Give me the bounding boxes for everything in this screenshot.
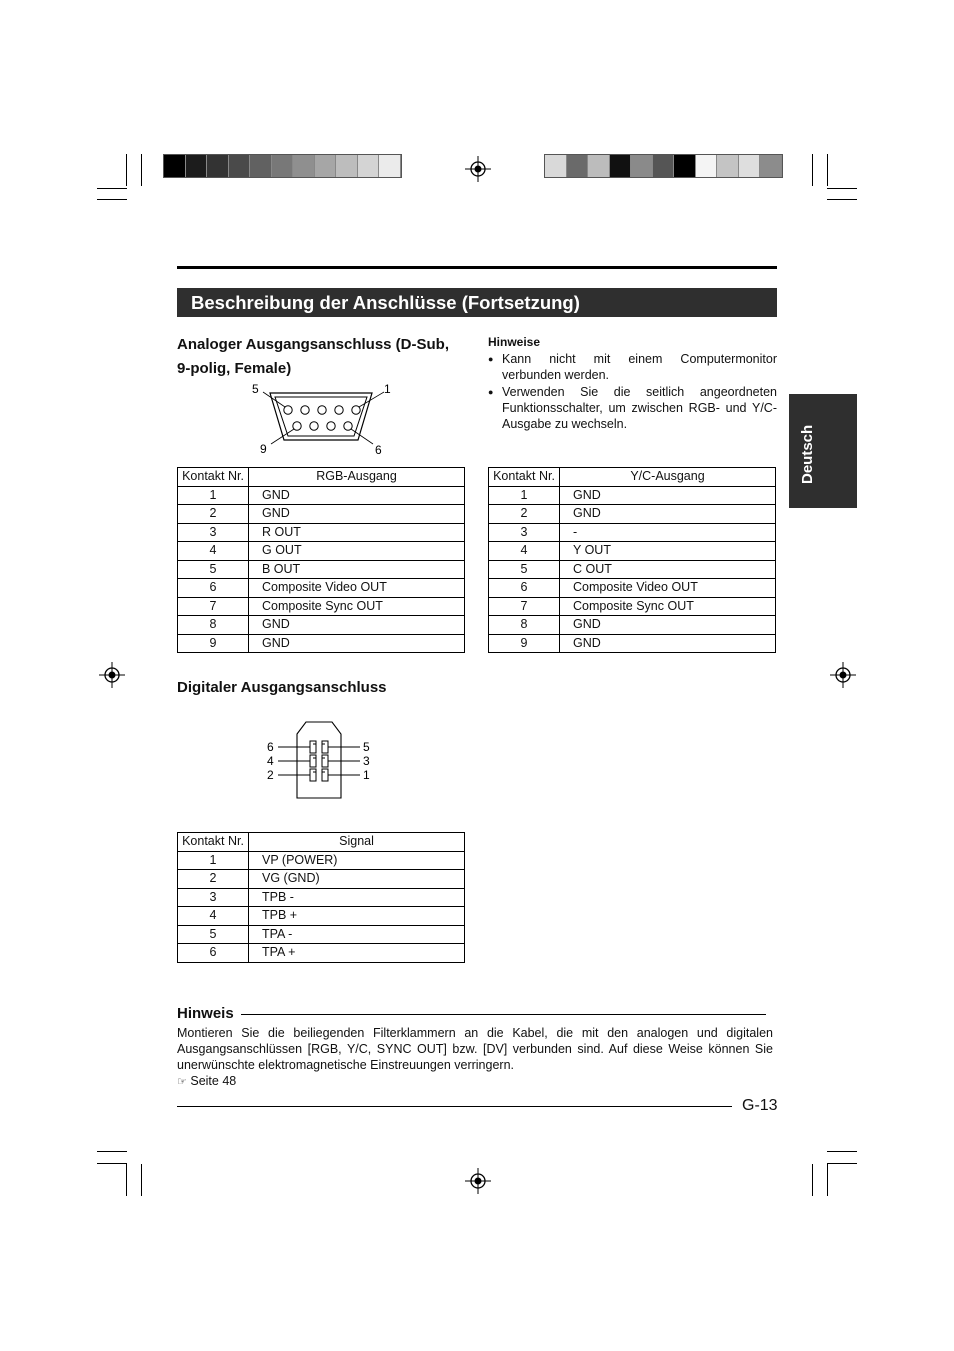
dv-connector-diagram — [262, 718, 382, 802]
analog-heading — [177, 333, 477, 381]
pin-number: 2 — [489, 505, 560, 524]
pin-number: 8 — [178, 616, 249, 635]
pin-signal: Composite Sync OUT — [249, 597, 465, 616]
note-item: ● Kann nicht mit einem Computermonitor verbunden werden. — [488, 351, 777, 383]
pin-signal: Composite Sync OUT — [560, 597, 776, 616]
dsub-connector-diagram — [245, 378, 395, 460]
pin-signal: Y OUT — [560, 542, 776, 561]
registration-mark-icon — [99, 662, 125, 688]
pin-number: 7 — [489, 597, 560, 616]
hinweis-rule — [241, 1014, 766, 1015]
pin-number: 2 — [178, 870, 249, 889]
table-row — [178, 523, 465, 542]
registration-mark-icon — [830, 662, 856, 688]
pin-signal: TPB + — [249, 907, 465, 926]
pin-signal: GND — [560, 634, 776, 653]
analog-heading-line1: Analoger Ausgangsanschluss (D-Sub, — [177, 336, 449, 353]
table-row — [178, 597, 465, 616]
table-row — [178, 851, 465, 870]
table-row — [489, 486, 776, 505]
pin-label-9: 9 — [260, 442, 267, 456]
pin-signal: GND — [560, 616, 776, 635]
notes-title: Hinweise — [488, 335, 541, 349]
pin-number: 8 — [489, 616, 560, 635]
pin-signal: - — [560, 523, 776, 542]
column-header: Signal — [249, 833, 465, 852]
pin-number: 6 — [178, 579, 249, 598]
table-header-row — [489, 468, 776, 487]
pin-number: 3 — [178, 888, 249, 907]
column-header: Kontakt Nr. — [178, 468, 249, 487]
pin-signal: Composite Video OUT — [249, 579, 465, 598]
digital-heading: Digitaler Ausgangsanschluss — [177, 679, 387, 696]
pin-number: 4 — [489, 542, 560, 561]
pin-label-3: 3 — [363, 754, 370, 768]
pin-number: 6 — [489, 579, 560, 598]
table-row — [489, 505, 776, 524]
pin-label-1: 1 — [363, 768, 370, 782]
hinweis-title: Hinweis — [177, 1005, 234, 1022]
pin-signal: GND — [560, 505, 776, 524]
pin-label-1: 1 — [384, 382, 391, 396]
pin-signal: GND — [249, 486, 465, 505]
pin-number: 5 — [178, 560, 249, 579]
pin-number: 6 — [178, 944, 249, 963]
pointing-hand-icon: ☞ — [177, 1076, 187, 1088]
pin-signal: TPA + — [249, 944, 465, 963]
table-row — [178, 634, 465, 653]
pin-label-5: 5 — [363, 740, 370, 754]
gray-scale-bar-right — [544, 154, 783, 178]
page-reference-text: Seite 48 — [190, 1074, 237, 1088]
pin-signal: GND — [249, 616, 465, 635]
table-row — [178, 616, 465, 635]
registration-mark-icon — [465, 156, 491, 182]
pin-signal: C OUT — [560, 560, 776, 579]
pin-signal: Composite Video OUT — [560, 579, 776, 598]
analog-heading-line2: 9-polig, Female) — [177, 360, 292, 377]
column-header: Kontakt Nr. — [178, 833, 249, 852]
pin-number: 2 — [178, 505, 249, 524]
notes-box — [488, 335, 777, 432]
pin-signal: VP (POWER) — [249, 851, 465, 870]
column-header: Kontakt Nr. — [489, 468, 560, 487]
pin-number: 5 — [489, 560, 560, 579]
pin-number: 5 — [178, 925, 249, 944]
pin-number: 7 — [178, 597, 249, 616]
table-row — [178, 505, 465, 524]
pin-signal: TPB - — [249, 888, 465, 907]
pin-number: 1 — [489, 486, 560, 505]
table-header-row — [178, 833, 465, 852]
pin-number: 9 — [178, 634, 249, 653]
table-row — [178, 486, 465, 505]
table-row — [489, 542, 776, 561]
dv-pin-table — [177, 832, 465, 963]
pin-number: 3 — [489, 523, 560, 542]
pin-signal: GND — [249, 505, 465, 524]
hinweis-text: Montieren Sie die beiliegenden Filterklammern an die Kabel, die mit den analogen und digitalen Ausgangsanschlüssen [RGB, Y/C, SYNC OUT] bzw. [DV] verbunden sind. Auf diese Weise können Sie unerwünschte elektromagnetische Einstreuungen verringern. — [177, 1026, 773, 1072]
pin-number: 9 — [489, 634, 560, 653]
column-header: Y/C-Ausgang — [560, 468, 776, 487]
registration-mark-icon — [465, 1168, 491, 1194]
page-reference — [177, 1073, 236, 1090]
header-rule — [177, 266, 777, 269]
gray-scale-bar-left — [163, 154, 402, 178]
column-header: RGB-Ausgang — [249, 468, 465, 487]
table-row — [489, 523, 776, 542]
table-row — [178, 579, 465, 598]
pin-signal: R OUT — [249, 523, 465, 542]
pin-signal: GND — [249, 634, 465, 653]
table-row — [178, 888, 465, 907]
pin-signal: TPA - — [249, 925, 465, 944]
pin-label-2: 2 — [267, 768, 274, 782]
pin-signal: B OUT — [249, 560, 465, 579]
pin-label-5: 5 — [252, 382, 259, 396]
language-tab-label: Deutsch — [799, 424, 816, 484]
table-row — [489, 597, 776, 616]
table-row — [489, 634, 776, 653]
pin-label-4: 4 — [267, 754, 274, 768]
table-row — [178, 560, 465, 579]
pin-signal: G OUT — [249, 542, 465, 561]
rgb-pin-table — [177, 467, 465, 653]
pin-number: 1 — [178, 851, 249, 870]
table-row — [489, 616, 776, 635]
table-row — [489, 579, 776, 598]
pin-label-6: 6 — [267, 740, 274, 754]
pin-number: 4 — [178, 542, 249, 561]
footer-rule — [177, 1106, 732, 1107]
table-row — [178, 925, 465, 944]
page-title: Beschreibung der Anschlüsse (Fortsetzung) — [177, 288, 777, 317]
language-tab — [789, 394, 857, 508]
table-header-row — [178, 468, 465, 487]
pin-number: 1 — [178, 486, 249, 505]
pin-label-6: 6 — [375, 443, 382, 457]
table-row — [178, 944, 465, 963]
note-item: ● Verwenden Sie die seitlich angeordneten Funktionsschalter, um zwischen RGB- und Y/C-Ausgabe zu wechseln. — [488, 384, 777, 432]
yc-pin-table — [488, 467, 776, 653]
table-row — [178, 542, 465, 561]
page-number: G-13 — [742, 1097, 778, 1114]
table-row — [178, 907, 465, 926]
table-row — [489, 560, 776, 579]
pin-number: 4 — [178, 907, 249, 926]
pin-signal: VG (GND) — [249, 870, 465, 889]
table-row — [178, 870, 465, 889]
pin-number: 3 — [178, 523, 249, 542]
pin-signal: GND — [560, 486, 776, 505]
